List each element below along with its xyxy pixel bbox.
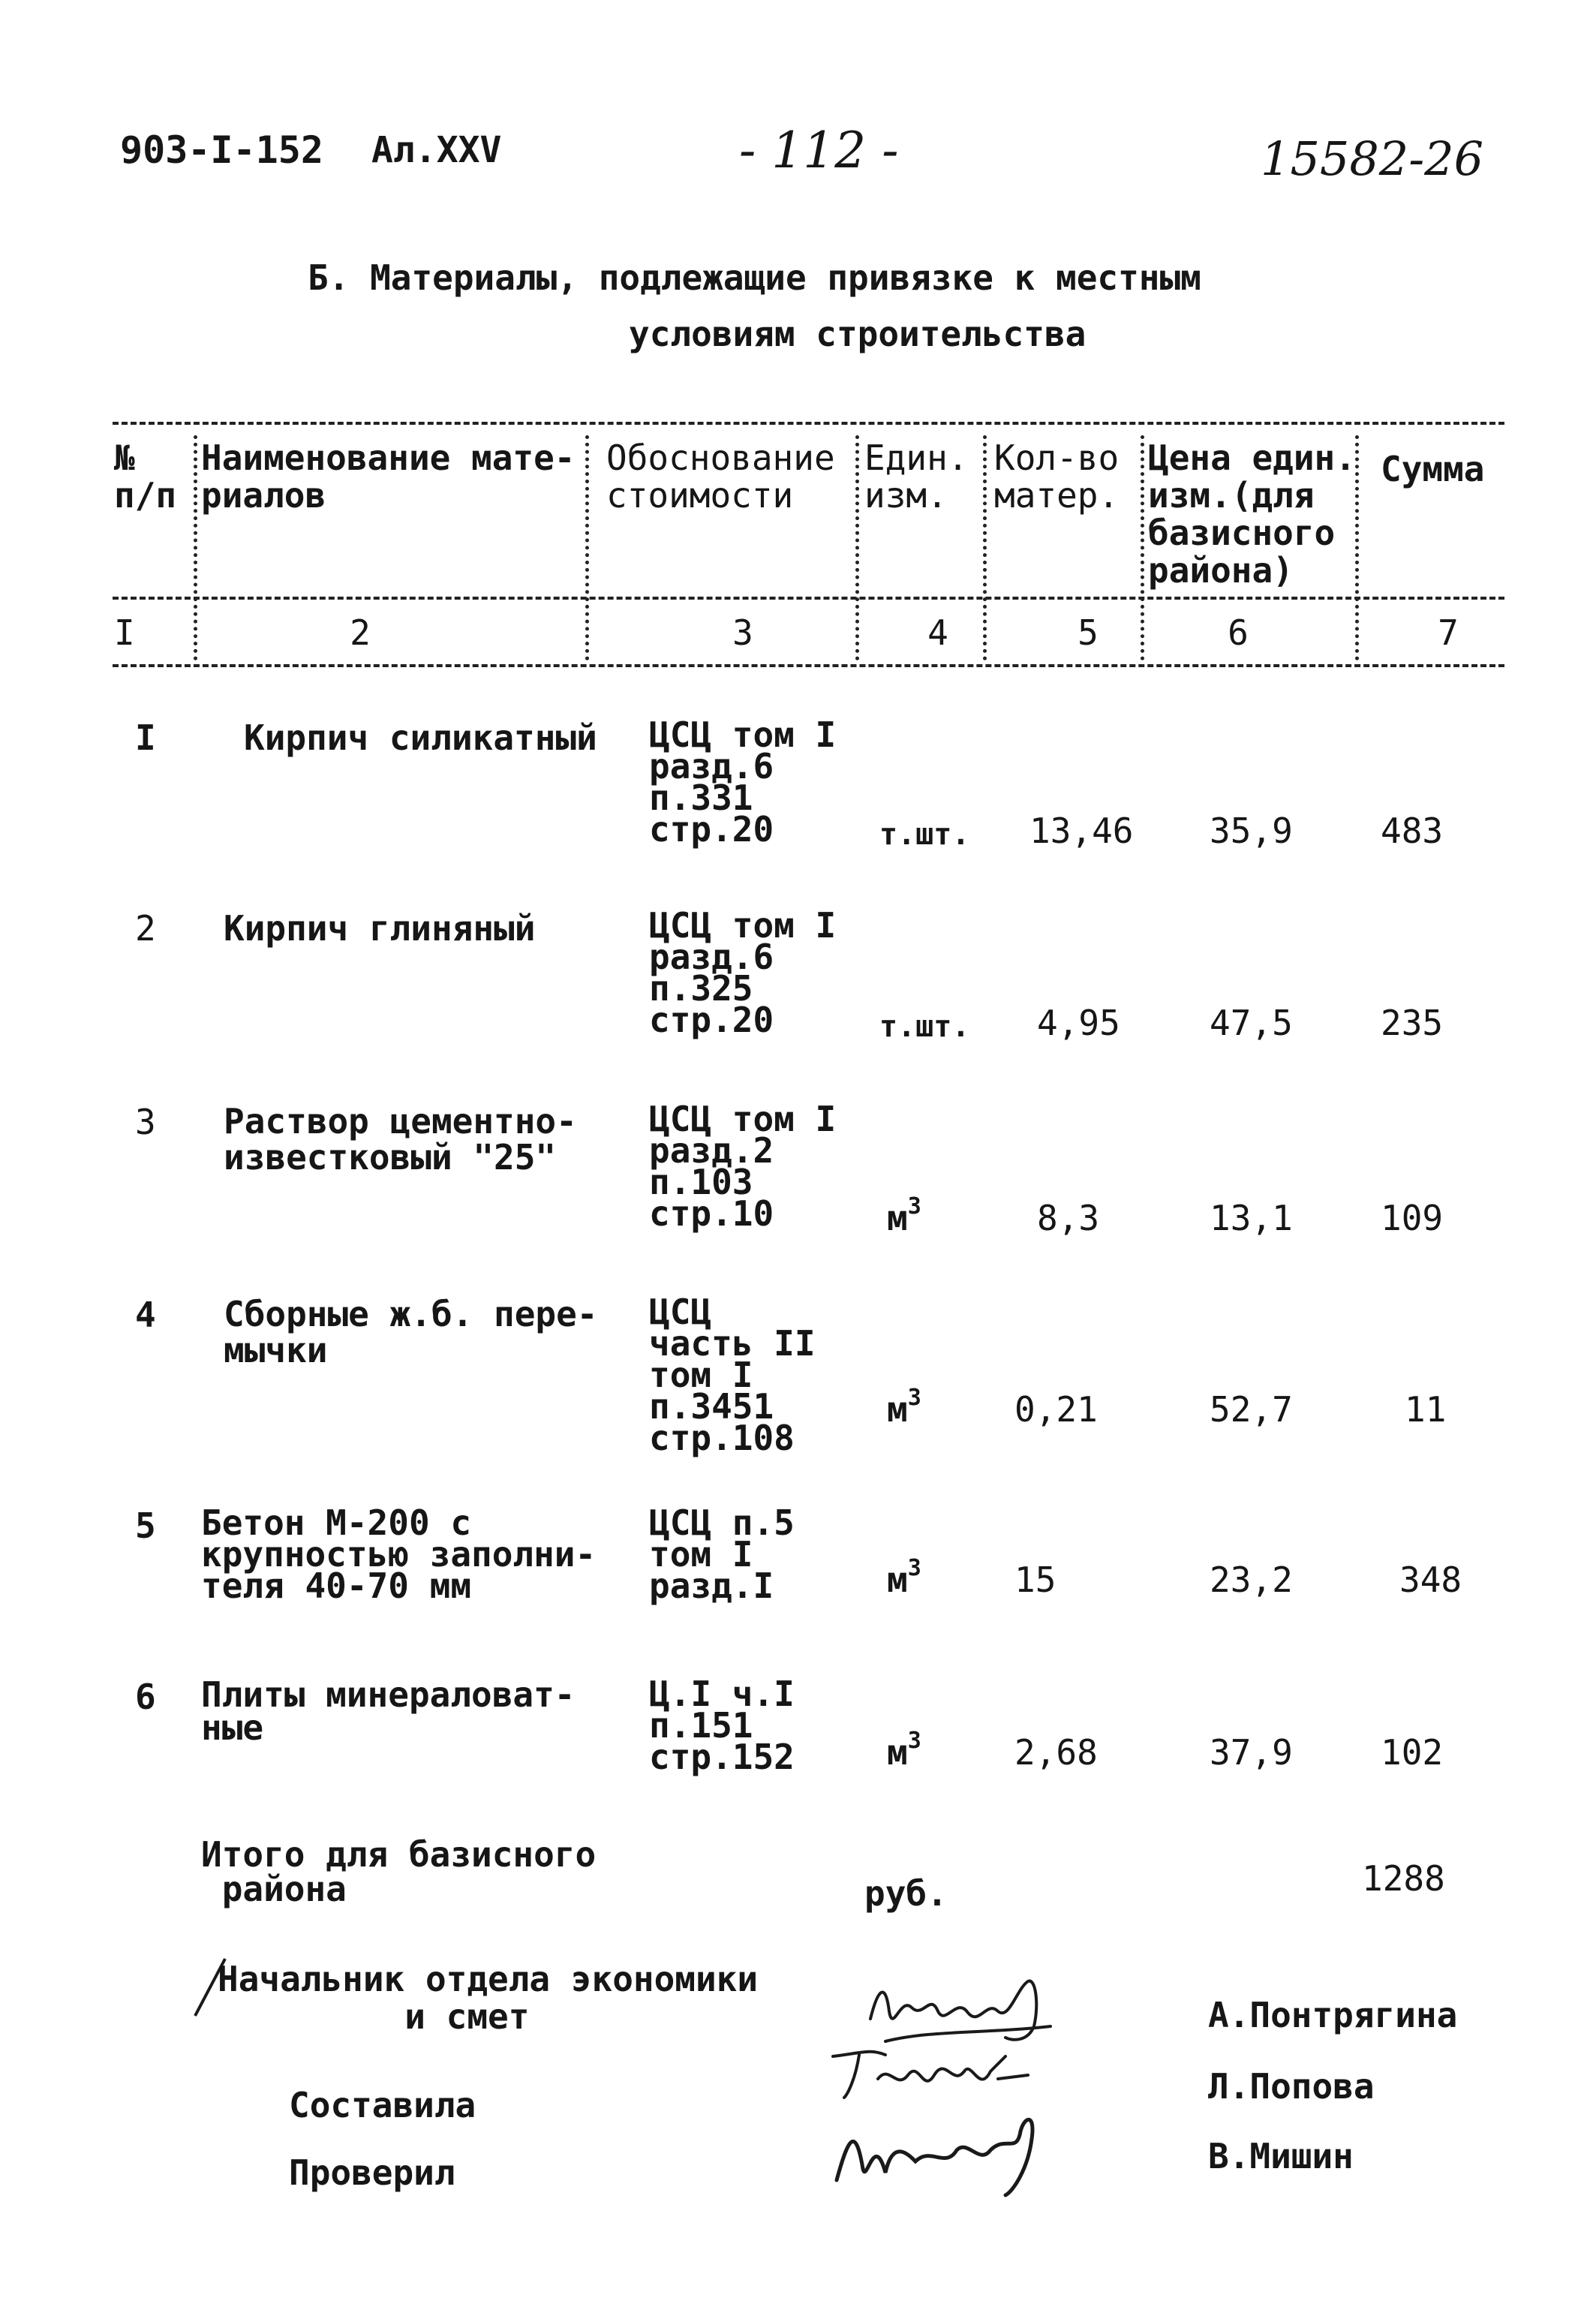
document-code: 903-I-152 [120, 128, 323, 172]
header-col-num: № п/п [114, 438, 177, 516]
unit-price: 47,5 [1210, 1003, 1293, 1043]
divider [585, 435, 589, 660]
colnum-5: 5 [1078, 612, 1099, 653]
divider [1355, 435, 1359, 660]
cost-basis: ЦСЦ том I разд.6 п.331 стр.20 [649, 714, 837, 850]
material-name: Плиты минераловат- ные [201, 1674, 576, 1748]
sum: 11 [1405, 1389, 1447, 1430]
material-name: Бетон М-200 с крупностью заполни- теля 40-70 мм [201, 1502, 597, 1606]
compiled-by-name: Л.Попова [1208, 2066, 1375, 2107]
cost-basis: Ц.I ч.I п.151 стр.152 [649, 1674, 795, 1777]
quantity: 0,21 [1014, 1389, 1098, 1430]
signature-compiled-by [825, 2041, 1050, 2109]
unit-price: 35,9 [1210, 811, 1293, 851]
unit: $м^3$ [887, 1555, 921, 1600]
unit-price: 52,7 [1210, 1389, 1293, 1430]
head-of-department-role: Начальник отдела экономики и смет [218, 1959, 759, 2037]
album-label: Ал.XXV [371, 129, 502, 171]
unit: $м^3$ [887, 1193, 921, 1238]
cost-basis: ЦСЦ том I разд.6 п.325 стр.20 [649, 905, 837, 1040]
colnum-2: 2 [350, 612, 371, 653]
head-of-department-name: А.Понтрягина [1208, 1995, 1458, 2035]
section-title-line1: Б. Материалы, подлежащие привязке к местным [308, 257, 1201, 298]
divider [983, 435, 987, 660]
total-unit: руб. [864, 1873, 948, 1914]
checked-by-role: Проверил [289, 2152, 455, 2193]
sum: 102 [1381, 1732, 1444, 1773]
sheet-id: 15582-26 [1261, 131, 1484, 186]
header-bottom-rule [113, 664, 1504, 667]
sum: 348 [1399, 1560, 1462, 1600]
material-name: Сборные ж.б. пере- мычки [224, 1294, 598, 1370]
section-title-line2: условиям строительства [629, 314, 1087, 354]
divider [1141, 435, 1144, 660]
total-label: Итого для базисного района [201, 1834, 597, 1909]
header-mid-rule [113, 597, 1504, 600]
unit-price: 13,1 [1210, 1198, 1293, 1238]
unit-superscript: 3 [907, 1555, 921, 1581]
unit-superscript: 3 [907, 1385, 921, 1411]
quantity: 2,68 [1014, 1732, 1098, 1773]
cost-basis: ЦСЦ п.5 том I разд.I [649, 1502, 795, 1606]
header-col-unit: Един. изм. [864, 438, 969, 516]
colnum-3: 3 [732, 612, 753, 653]
colnum-6: 6 [1228, 612, 1249, 653]
divider [194, 435, 197, 660]
signature-checked-by [825, 2109, 1066, 2199]
checked-by-name: В.Мишин [1208, 2136, 1354, 2176]
sum: 109 [1381, 1198, 1444, 1238]
material-name: Кирпич глиняный [224, 908, 536, 949]
colnum-4: 4 [927, 612, 948, 653]
signature-head-of-department [855, 1966, 1081, 2049]
total-value: 1288 [1362, 1858, 1445, 1899]
row-number: 3 [135, 1102, 156, 1142]
header-col-name: Наименование мате- риалов [201, 438, 576, 516]
quantity: 4,95 [1037, 1003, 1120, 1043]
unit: т.шт. [879, 1009, 970, 1044]
header-col-basis: Обоснование стоимости [606, 438, 835, 516]
row-number: 5 [135, 1505, 156, 1546]
cost-basis: ЦСЦ часть II том I п.3451 стр.108 [649, 1292, 816, 1458]
sum: 235 [1381, 1003, 1444, 1043]
material-name: Раствор цементно- известковый "25" [224, 1101, 577, 1178]
divider [855, 435, 859, 660]
quantity: 13,46 [1029, 811, 1134, 851]
header-col-sum: Сумма [1381, 449, 1485, 489]
unit: $м^3$ [887, 1728, 921, 1773]
unit-superscript: 3 [907, 1728, 921, 1754]
unit: $м^3$ [887, 1385, 921, 1430]
unit: т.шт. [879, 817, 970, 852]
compiled-by-role: Составила [289, 2085, 476, 2125]
header-col-qty: Кол-во матер. [994, 438, 1120, 516]
material-name: Кирпич силикатный [244, 717, 597, 758]
row-number: I [135, 717, 156, 758]
row-number: 4 [135, 1295, 156, 1335]
unit-price: 37,9 [1210, 1732, 1293, 1773]
page-number: - 112 - [739, 122, 899, 179]
quantity: 15 [1014, 1560, 1056, 1600]
cost-basis: ЦСЦ том I разд.2 п.103 стр.10 [649, 1099, 837, 1234]
quantity: 8,3 [1037, 1198, 1100, 1238]
colnum-7: 7 [1438, 612, 1459, 653]
unit-superscript: 3 [907, 1193, 921, 1220]
colnum-1: I [114, 612, 135, 653]
row-number: 2 [135, 908, 156, 949]
header-top-rule [113, 422, 1504, 425]
sum: 483 [1381, 811, 1444, 851]
unit-price: 23,2 [1210, 1560, 1293, 1600]
row-number: 6 [135, 1677, 156, 1717]
header-col-price: Цена един. изм.(для базисного района) [1148, 438, 1356, 591]
